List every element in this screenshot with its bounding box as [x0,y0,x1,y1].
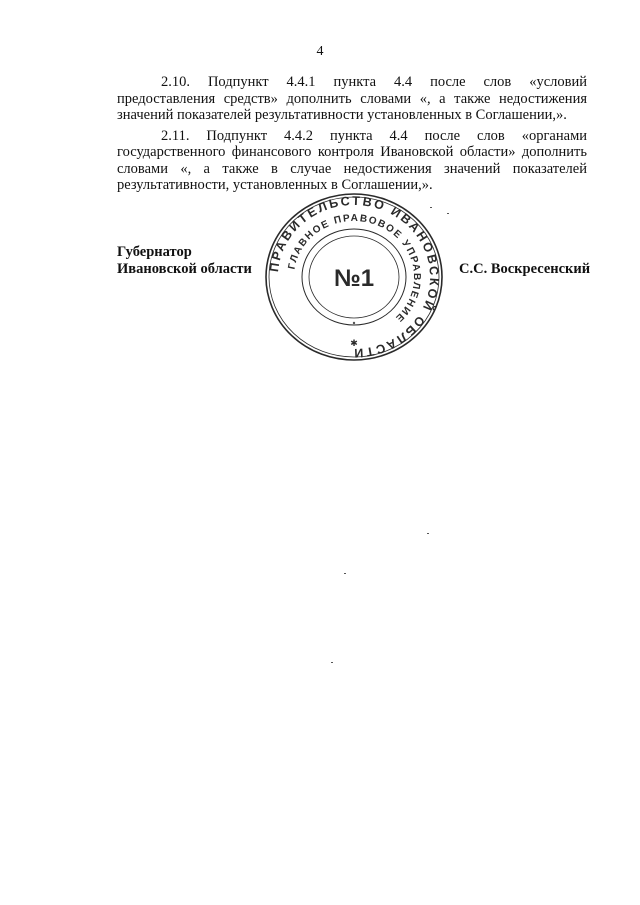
official-seal [264,192,444,362]
scan-speck [430,207,432,208]
seal-inner-text: ГЛАВНОЕ ПРАВОВОЕ УПРАВЛЕНИЕ [286,212,423,325]
scan-speck [344,573,346,574]
scan-speck [427,533,429,534]
seal-outer-text: ПРАВИТЕЛЬСТВО ИВАНОВСКОЙ ОБЛАСТИ [267,193,442,361]
signatory-position-line1: Губернатор [117,244,192,260]
seal-number: №1 [333,265,375,292]
document-body [117,74,587,198]
seal-dot [353,322,355,324]
scan-speck [447,213,449,214]
signatory-position-line2: Ивановской области [117,261,252,277]
seal-graphic [264,192,444,362]
paragraph-2-10: 2.10. Подпункт 4.4.1 пункта 4.4 после слов «условий предоставления средств» дополнить словами «, а также недостижения значений показателей результативности установленных в Соглашении,». [117,74,587,123]
signatory-name: С.С. Воскресенский [459,261,591,277]
signatory-position [117,244,252,278]
paragraph-2-11: 2.11. Подпункт 4.4.2 пункта 4.4 после слов «органами государственного финансового контроля Ивановской области» дополнить словами «, а также в случае недостижения значений показателей результативности, установленных в Соглашении,». [117,127,587,193]
scan-speck [331,662,333,663]
seal-star-icon: ✱ [350,339,358,349]
page-number: 4 [316,44,324,59]
